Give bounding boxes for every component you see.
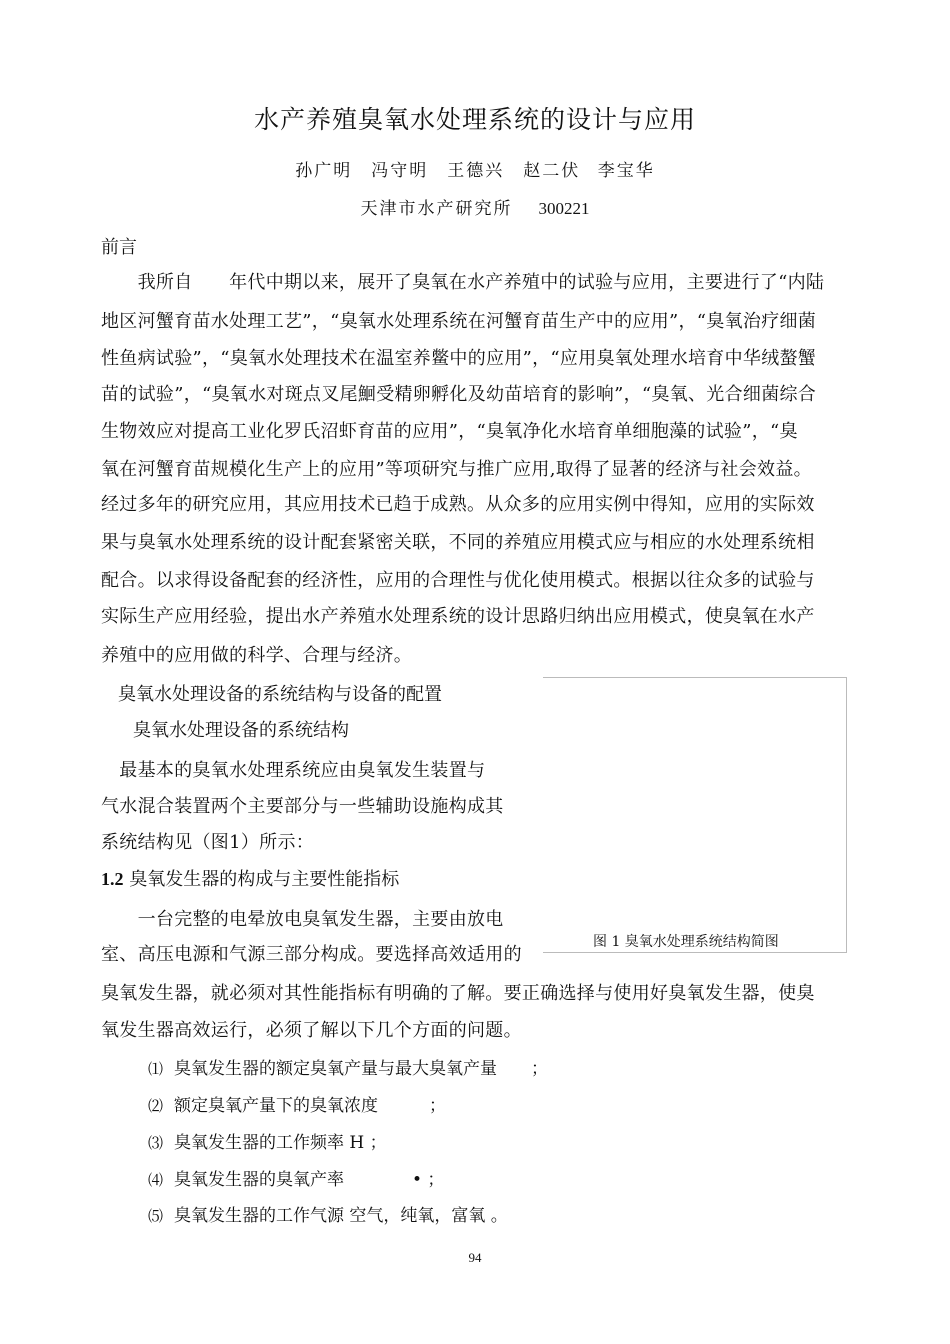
preface-line: 配合。以求得设备配套的经济性，应用的合理性与优化使用模式。根据以往众多的试验与 xyxy=(101,570,815,591)
list-item-number: ⑸ xyxy=(148,1207,164,1225)
section-1-2-heading xyxy=(101,865,399,891)
section-1-2-title: 臭氧发生器的构成与主要性能指标 xyxy=(129,869,400,890)
list-item xyxy=(148,1128,387,1153)
preface-heading: 前言 xyxy=(101,237,137,258)
preface-line: 养殖中的应用做的科学、合理与经济。 xyxy=(101,645,413,666)
postcode: 300221 xyxy=(538,199,590,218)
preface-line: 实际生产应用经验，提出水产养殖水处理系统的设计思路归纳出应用模式，使臭氧在水产 xyxy=(101,606,815,627)
section-1-heading: 臭氧水处理设备的系统结构与设备的配置 xyxy=(118,684,442,705)
preface-line: 氧在河蟹育苗规模化生产上的应用”等项研究与推广应用,取得了显著的经济与社会效益。 xyxy=(101,459,812,480)
list-item-text: 臭氧发生器的工作气源 空气，纯氧，富氧 。 xyxy=(174,1206,508,1226)
affiliation-name: 天津市水产研究所 xyxy=(360,199,513,219)
list-item xyxy=(148,1165,444,1190)
page-number: 94 xyxy=(468,1250,482,1265)
section-1-2-line: 臭氧发生器，就必须对其性能指标有明确的了解。要正确选择与使用好臭氧发生器，使臭 xyxy=(101,983,815,1004)
section-1-2-number: 1.2 xyxy=(101,869,124,889)
section-1-1-line: 气水混合装置两个主要部分与一些辅助设施构成其 xyxy=(101,796,504,817)
list-item-number: ⑴ xyxy=(148,1060,164,1078)
list-item-text: 臭氧发生器的臭氧产率 • ； xyxy=(174,1170,445,1190)
list-item xyxy=(148,1054,548,1079)
authors: 孙广明 冯守明 王德兴 赵二伏 李宝华 xyxy=(295,161,655,181)
list-item xyxy=(148,1091,446,1116)
preface-line: 苗的试验”，“臭氧水对斑点叉尾鮰受精卵孵化及幼苗培育的影响”，“臭氧、光合细菌综合 xyxy=(101,384,817,405)
section-1-1-line: 最基本的臭氧水处理系统应由臭氧发生装置与 xyxy=(101,760,486,781)
preface-line: 性鱼病试验”，“臭氧水处理技术在温室养鳖中的应用”，“应用臭氧处理水培育中华绒螯蟹 xyxy=(101,348,817,369)
section-1-1-heading: 臭氧水处理设备的系统结构 xyxy=(133,720,349,741)
list-item-text: 臭氧发生器的工作频率 H ； xyxy=(174,1133,387,1153)
preface-line: 经过多年的研究应用，其应用技术已趋于成熟。从众多的应用实例中得知，应用的实际效 xyxy=(101,494,815,515)
figure-1-caption: 图 1 臭氧水处理系统结构简图 xyxy=(593,934,779,950)
section-1-2-line: 室、高压电源和气源三部分构成。要选择高效适用的 xyxy=(101,944,522,965)
list-item-number: ⑵ xyxy=(148,1097,164,1115)
preface-line: 地区河蟹育苗水处理工艺”，“臭氧水处理系统在河蟹育苗生产中的应用”，“臭氧治疗细菌 xyxy=(101,311,817,332)
section-1-1-line: 系统结构见（图1）所示： xyxy=(101,832,315,853)
affiliation xyxy=(0,194,950,219)
list-item-text: 臭氧发生器的额定臭氧产量与最大臭氧产量 ； xyxy=(174,1059,548,1079)
preface-line: 生物效应对提高工业化罗氏沼虾育苗的应用”，“臭氧净化水培育单细胞藻的试验”，“臭 xyxy=(101,421,798,442)
preface-line: 果与臭氧水处理系统的设计配套紧密关联，不同的养殖应用模式应与相应的水处理系统相 xyxy=(101,532,815,553)
figure-1-frame xyxy=(543,677,847,953)
section-1-2-line: 一台完整的电晕放电臭氧发生器，主要由放电 xyxy=(101,909,504,930)
list-item-number: ⑷ xyxy=(148,1171,164,1189)
section-1-2-line: 氧发生器高效运行，必须了解以下几个方面的问题。 xyxy=(101,1020,522,1041)
paper-title: 水产养殖臭氧水处理系统的设计与应用 xyxy=(253,105,696,134)
list-item-number: ⑶ xyxy=(148,1134,164,1152)
list-item-text: 额定臭氧产量下的臭氧浓度 ； xyxy=(174,1096,446,1116)
preface-line: 我所自 年代中期以来，展开了臭氧在水产养殖中的试验与应用，主要进行了“内陆 xyxy=(101,272,825,293)
list-item xyxy=(148,1201,508,1226)
